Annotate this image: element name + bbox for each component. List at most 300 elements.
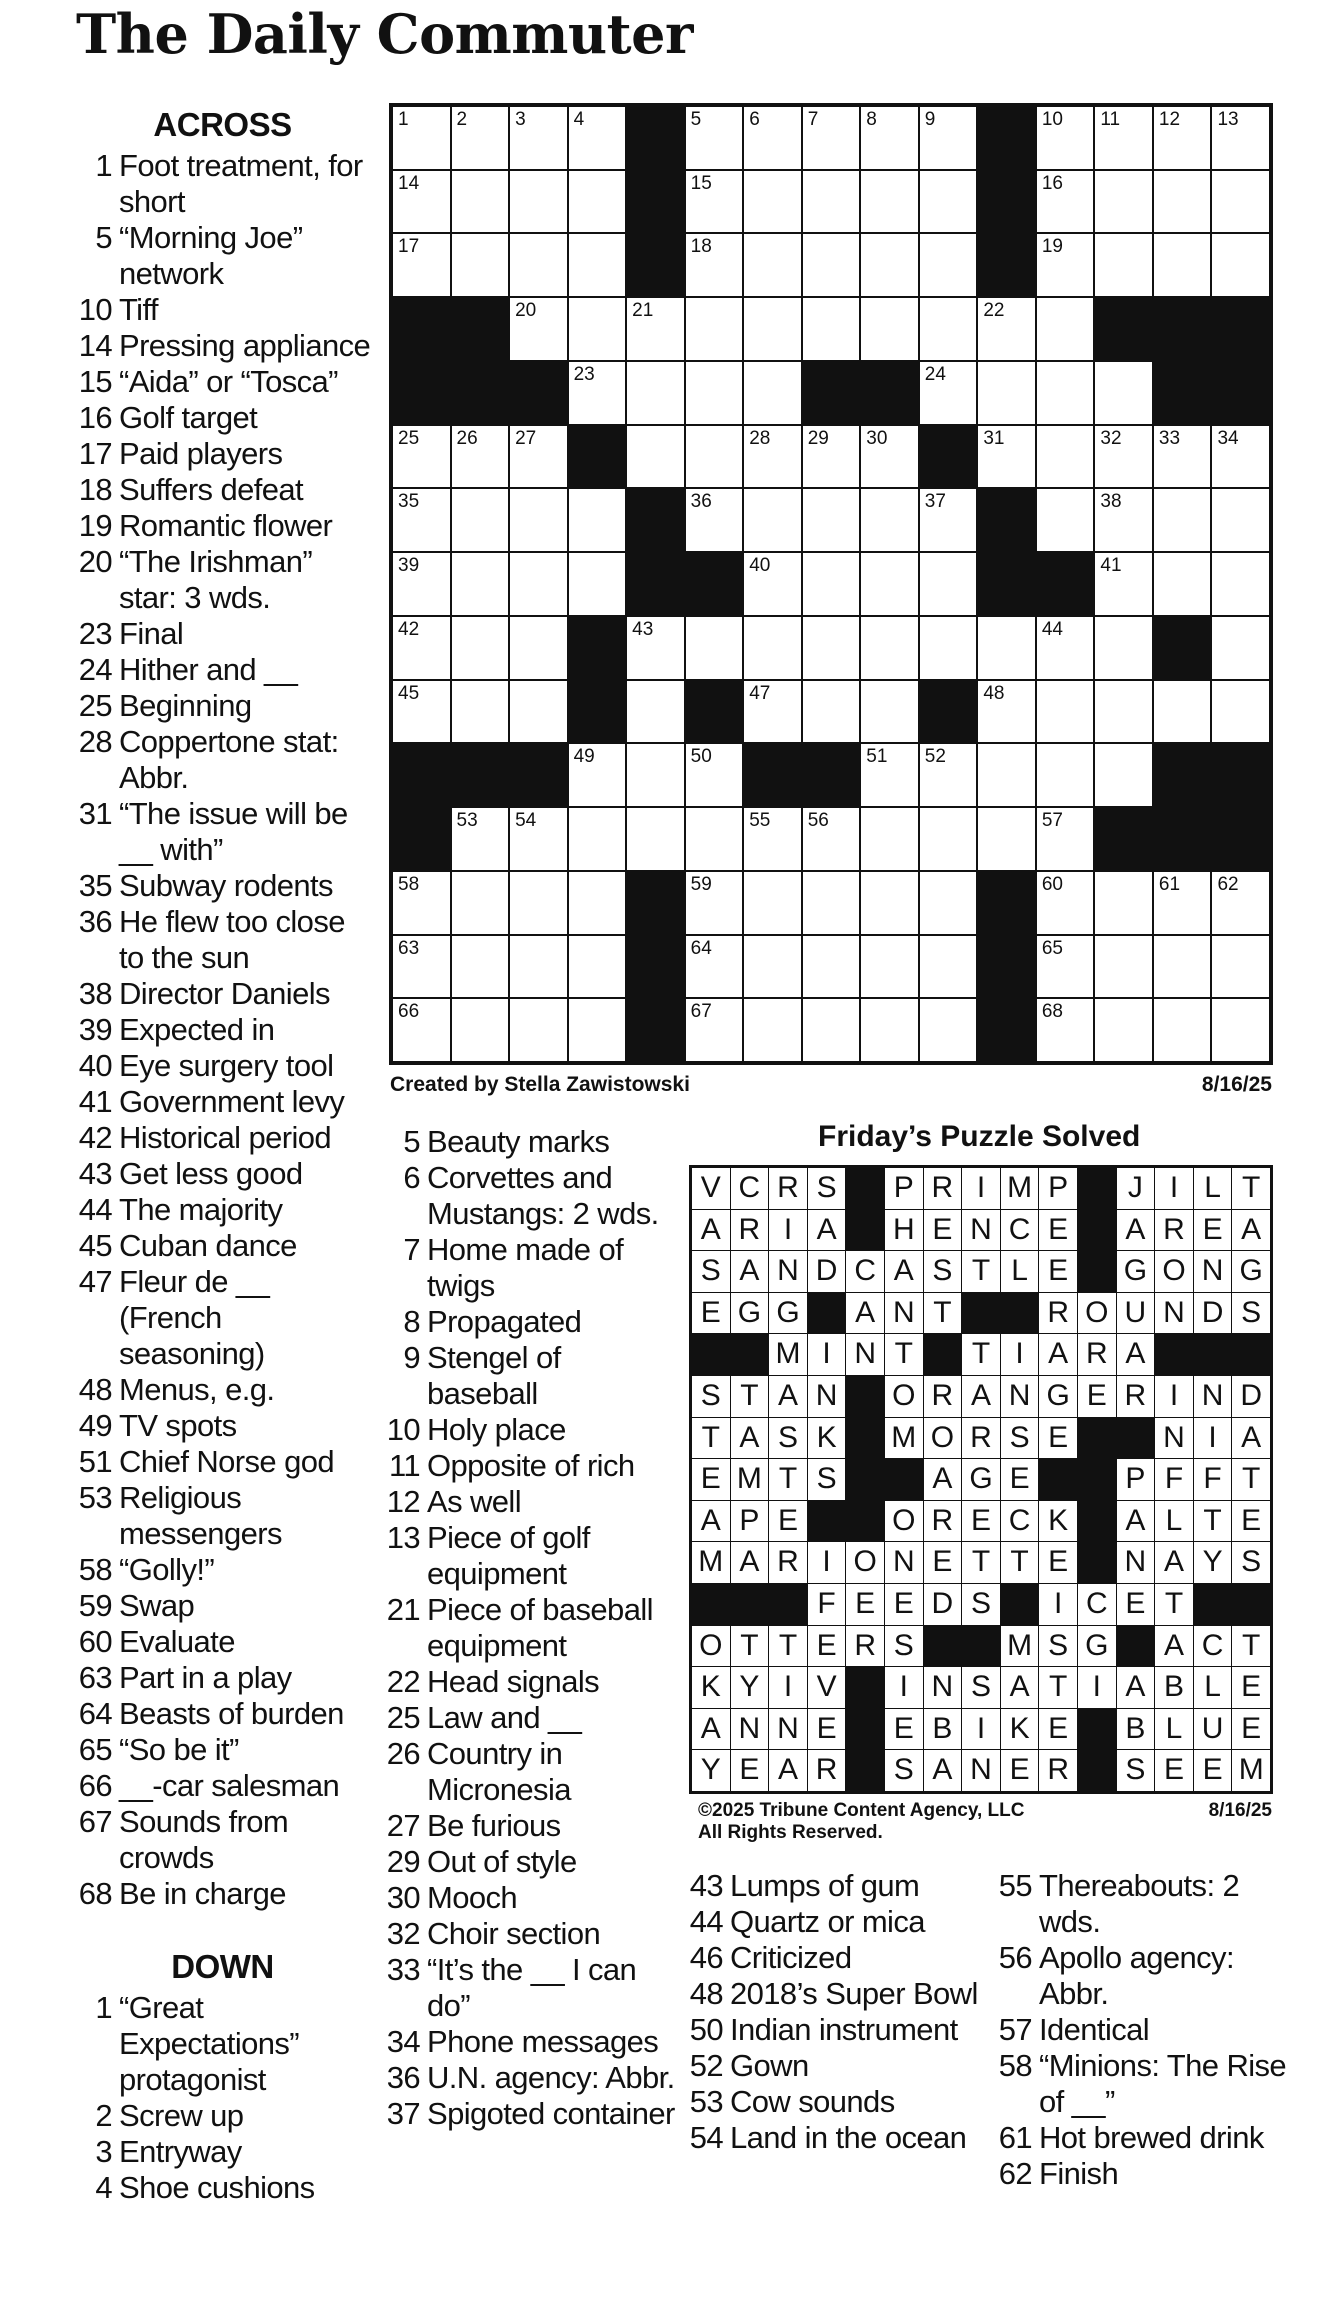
grid-cell[interactable] [510, 171, 567, 233]
solved-letter: L [1194, 1168, 1232, 1209]
grid-cell[interactable] [861, 681, 918, 743]
clue-item [378, 2096, 678, 2132]
clue-number: 34 [386, 2024, 420, 2059]
grid-cell[interactable] [1037, 234, 1094, 296]
grid-cell[interactable] [744, 936, 801, 998]
solved-letter: T [924, 1293, 962, 1334]
grid-cell[interactable] [744, 426, 801, 488]
grid-cell[interactable] [861, 298, 918, 360]
solved-letter: S [1039, 1626, 1077, 1667]
grid-cell[interactable] [393, 553, 450, 615]
grid-cell[interactable] [1037, 362, 1094, 424]
grid-black-square [978, 107, 1035, 169]
solved-black-square [846, 1667, 884, 1708]
clue-text: “Great Expectations” protagonist [119, 1990, 300, 2097]
grid-cell[interactable] [1154, 553, 1211, 615]
solved-letter: P [1039, 1168, 1077, 1209]
grid-cell[interactable] [861, 617, 918, 679]
solved-letter: A [1117, 1210, 1155, 1251]
grid-cell[interactable] [978, 298, 1035, 360]
clue-text: Menus, e.g. [119, 1372, 275, 1407]
grid-black-square [569, 617, 626, 679]
clue-text: Screw up [119, 2098, 244, 2133]
grid-cell[interactable] [686, 936, 743, 998]
grid-cell[interactable] [803, 107, 860, 169]
grid-cell[interactable] [1212, 553, 1269, 615]
grid-cell[interactable] [920, 999, 977, 1061]
grid-cell[interactable] [1095, 171, 1152, 233]
clue-number: 50 [689, 2012, 723, 2047]
clue-number: 48 [689, 1976, 723, 2011]
grid-cell[interactable] [393, 107, 450, 169]
grid-cell[interactable] [452, 426, 509, 488]
copyright-line: ©2025 Tribune Content Agency, LLC [698, 1800, 1025, 1821]
grid-black-square [627, 171, 684, 233]
clue-item [70, 1768, 375, 1804]
grid-black-square [452, 362, 509, 424]
cell-number: 35 [398, 491, 420, 513]
clue-number: 15 [78, 364, 112, 399]
solved-letter: R [1039, 1750, 1077, 1791]
solved-letter: C [1194, 1626, 1232, 1667]
grid-cell[interactable] [1095, 999, 1152, 1061]
solved-letter: E [1155, 1750, 1193, 1791]
grid-cell[interactable] [627, 426, 684, 488]
grid-cell[interactable] [920, 362, 977, 424]
grid-cell[interactable] [1212, 489, 1269, 551]
solved-letter: T [962, 1334, 1000, 1375]
solved-letter: M [1232, 1750, 1270, 1791]
grid-cell[interactable] [452, 107, 509, 169]
grid-cell[interactable] [1037, 617, 1094, 679]
grid-cell[interactable] [1095, 681, 1152, 743]
clue-item [681, 1868, 991, 1904]
solved-letter: M [1001, 1626, 1039, 1667]
grid-cell[interactable] [803, 808, 860, 870]
clue-text: Cuban dance [119, 1228, 297, 1263]
grid-cell[interactable] [569, 298, 626, 360]
grid-cell[interactable] [1154, 936, 1211, 998]
solved-letter: G [1232, 1251, 1270, 1292]
grid-cell[interactable] [510, 489, 567, 551]
grid-cell[interactable] [861, 999, 918, 1061]
cell-number: 28 [749, 427, 771, 449]
grid-cell[interactable] [803, 426, 860, 488]
grid-black-square [510, 362, 567, 424]
grid-cell[interactable] [1037, 426, 1094, 488]
solved-letter: A [1117, 1334, 1155, 1375]
grid-cell[interactable] [686, 744, 743, 806]
clue-item [681, 1940, 991, 1976]
grid-cell[interactable] [744, 553, 801, 615]
clue-item [378, 1412, 678, 1448]
grid-cell[interactable] [803, 999, 860, 1061]
grid-cell[interactable] [920, 617, 977, 679]
clue-text: Coppertone stat: Abbr. [119, 724, 339, 795]
grid-cell[interactable] [569, 234, 626, 296]
grid-cell[interactable] [686, 617, 743, 679]
solved-letter: A [924, 1750, 962, 1791]
grid-cell[interactable] [803, 617, 860, 679]
grid-cell[interactable] [861, 872, 918, 934]
grid-cell[interactable] [569, 872, 626, 934]
grid-cell[interactable] [393, 999, 450, 1061]
grid-cell[interactable] [452, 808, 509, 870]
grid-cell[interactable] [861, 234, 918, 296]
grid-cell[interactable] [744, 362, 801, 424]
solved-letter: F [808, 1584, 846, 1625]
grid-cell[interactable] [744, 298, 801, 360]
grid-cell[interactable] [1095, 426, 1152, 488]
grid-cell[interactable] [744, 681, 801, 743]
clue-item [70, 148, 375, 220]
grid-cell[interactable] [744, 489, 801, 551]
grid-cell[interactable] [510, 107, 567, 169]
grid-cell[interactable] [1212, 234, 1269, 296]
grid-cell[interactable] [452, 171, 509, 233]
clue-text: The majority [119, 1192, 283, 1227]
solved-letter: O [846, 1542, 884, 1583]
grid-cell[interactable] [510, 681, 567, 743]
grid-cell[interactable] [744, 999, 801, 1061]
grid-cell[interactable] [1037, 936, 1094, 998]
grid-cell[interactable] [627, 744, 684, 806]
grid-cell[interactable] [1037, 872, 1094, 934]
solved-black-square [1155, 1334, 1193, 1375]
grid-black-square [861, 362, 918, 424]
clue-item [681, 1904, 991, 1940]
grid-cell[interactable] [627, 681, 684, 743]
grid-cell[interactable] [1095, 744, 1152, 806]
grid-cell[interactable] [1037, 298, 1094, 360]
clue-text: 2018’s Super Bowl [730, 1976, 978, 2011]
solved-black-square [846, 1168, 884, 1209]
grid-cell[interactable] [1037, 808, 1094, 870]
grid-cell[interactable] [920, 553, 977, 615]
grid-cell[interactable] [1037, 681, 1094, 743]
grid-cell[interactable] [1037, 999, 1094, 1061]
grid-cell[interactable] [861, 489, 918, 551]
grid-cell[interactable] [861, 426, 918, 488]
clue-text: “The issue will be __ with” [119, 796, 348, 867]
clue-text: Identical [1039, 2012, 1150, 2047]
clue-number: 20 [78, 544, 112, 579]
down-clue-list-1 [70, 1990, 375, 2206]
clue-item [70, 436, 375, 472]
grid-cell[interactable] [510, 999, 567, 1061]
grid-cell[interactable] [978, 744, 1035, 806]
grid-cell[interactable] [803, 234, 860, 296]
grid-cell[interactable] [627, 362, 684, 424]
grid-cell[interactable] [393, 681, 450, 743]
grid-cell[interactable] [686, 362, 743, 424]
solved-letter: O [885, 1376, 923, 1417]
clue-text: Holy place [427, 1412, 566, 1447]
clue-item [70, 1804, 375, 1876]
grid-cell[interactable] [393, 489, 450, 551]
grid-cell[interactable] [627, 298, 684, 360]
grid-cell[interactable] [978, 681, 1035, 743]
grid-cell[interactable] [393, 426, 450, 488]
grid-cell[interactable] [510, 553, 567, 615]
cell-number: 11 [1100, 109, 1121, 130]
grid-cell[interactable] [569, 999, 626, 1061]
grid-black-square [1037, 553, 1094, 615]
solved-letter: T [1232, 1626, 1270, 1667]
clue-number: 65 [78, 1732, 112, 1767]
grid-cell[interactable] [1212, 999, 1269, 1061]
grid-cell[interactable] [803, 872, 860, 934]
grid-cell[interactable] [861, 553, 918, 615]
clue-item [70, 364, 375, 400]
grid-cell[interactable] [510, 872, 567, 934]
grid-cell[interactable] [510, 234, 567, 296]
cell-number: 32 [1100, 427, 1122, 449]
grid-cell[interactable] [1037, 744, 1094, 806]
grid-cell[interactable] [686, 426, 743, 488]
clue-text: Golf target [119, 400, 258, 435]
cell-number: 60 [1041, 873, 1063, 895]
solved-letter: I [1039, 1584, 1077, 1625]
clue-text: Law and __ [427, 1700, 582, 1735]
grid-cell[interactable] [920, 936, 977, 998]
grid-cell[interactable] [1212, 171, 1269, 233]
grid-cell[interactable] [627, 808, 684, 870]
grid-cell[interactable] [1212, 936, 1269, 998]
grid-cell[interactable] [920, 171, 977, 233]
clue-number: 16 [78, 400, 112, 435]
grid-cell[interactable] [1095, 489, 1152, 551]
grid-cell[interactable] [686, 872, 743, 934]
grid-cell[interactable] [393, 234, 450, 296]
clue-text: As well [427, 1484, 521, 1519]
clue-text: Cow sounds [730, 2084, 895, 2119]
solved-letter: P [1117, 1459, 1155, 1500]
grid-cell[interactable] [861, 744, 918, 806]
grid-cell[interactable] [744, 171, 801, 233]
grid-cell[interactable] [861, 808, 918, 870]
grid-cell[interactable] [1154, 171, 1211, 233]
grid-cell[interactable] [978, 362, 1035, 424]
clue-text: Out of style [427, 1844, 577, 1879]
solved-black-square [962, 1293, 1000, 1334]
clue-text: He flew too close to the sun [119, 904, 345, 975]
grid-cell[interactable] [1037, 107, 1094, 169]
grid-black-square [569, 681, 626, 743]
grid-cell[interactable] [744, 872, 801, 934]
solved-letter: R [1155, 1210, 1193, 1251]
grid-cell[interactable] [1154, 107, 1211, 169]
clue-item [70, 1120, 375, 1156]
grid-cell[interactable] [393, 171, 450, 233]
solved-black-square [1078, 1168, 1116, 1209]
grid-cell[interactable] [803, 936, 860, 998]
grid-cell[interactable] [510, 617, 567, 679]
grid-cell[interactable] [452, 617, 509, 679]
solved-letter: N [1194, 1376, 1232, 1417]
solved-letter: E [1117, 1584, 1155, 1625]
grid-cell[interactable] [569, 744, 626, 806]
grid-cell[interactable] [1212, 872, 1269, 934]
cell-number: 45 [398, 682, 420, 704]
grid-cell[interactable] [1037, 171, 1094, 233]
grid-cell[interactable] [686, 298, 743, 360]
grid-cell[interactable] [803, 171, 860, 233]
grid-cell[interactable] [510, 426, 567, 488]
solved-letter: T [1232, 1459, 1270, 1500]
grid-cell[interactable] [803, 489, 860, 551]
grid-cell[interactable] [1212, 426, 1269, 488]
grid-cell[interactable] [510, 936, 567, 998]
grid-cell[interactable] [978, 426, 1035, 488]
grid-cell[interactable] [452, 234, 509, 296]
grid-cell[interactable] [920, 107, 977, 169]
grid-cell[interactable] [686, 171, 743, 233]
grid-black-square [1154, 808, 1211, 870]
solved-letter: T [1155, 1584, 1193, 1625]
grid-cell[interactable] [452, 553, 509, 615]
grid-cell[interactable] [861, 171, 918, 233]
grid-cell[interactable] [510, 298, 567, 360]
grid-cell[interactable] [686, 234, 743, 296]
grid-cell[interactable] [1212, 681, 1269, 743]
solved-letter: B [1155, 1667, 1193, 1708]
solved-letter: A [1155, 1626, 1193, 1667]
grid-cell[interactable] [452, 936, 509, 998]
solved-letter: E [846, 1584, 884, 1625]
grid-black-square [627, 872, 684, 934]
grid-cell[interactable] [627, 617, 684, 679]
grid-cell[interactable] [569, 808, 626, 870]
clue-text: Chief Norse god [119, 1444, 335, 1479]
grid-cell[interactable] [1095, 936, 1152, 998]
solved-letter: T [1232, 1168, 1270, 1209]
solved-letter: S [1117, 1750, 1155, 1791]
grid-cell[interactable] [1095, 872, 1152, 934]
grid-cell[interactable] [920, 234, 977, 296]
grid-cell[interactable] [978, 617, 1035, 679]
grid-cell[interactable] [744, 617, 801, 679]
grid-cell[interactable] [920, 808, 977, 870]
grid-cell[interactable] [569, 171, 626, 233]
grid-cell[interactable] [861, 936, 918, 998]
grid-cell[interactable] [686, 808, 743, 870]
solved-letter: R [769, 1542, 807, 1583]
solved-black-square [1078, 1251, 1116, 1292]
grid-cell[interactable] [1154, 681, 1211, 743]
grid-cell[interactable] [1095, 234, 1152, 296]
cell-number: 20 [515, 300, 537, 322]
solved-black-square [1078, 1709, 1116, 1750]
clue-number: 36 [386, 2060, 420, 2095]
solved-letter: N [962, 1750, 1000, 1791]
grid-black-square [627, 107, 684, 169]
clue-number: 26 [386, 1736, 420, 1771]
grid-cell[interactable] [1154, 234, 1211, 296]
grid-cell[interactable] [569, 553, 626, 615]
clue-number: 53 [78, 1480, 112, 1515]
grid-cell[interactable] [1095, 553, 1152, 615]
grid-cell[interactable] [744, 808, 801, 870]
grid-cell[interactable] [803, 681, 860, 743]
clue-item [70, 1588, 375, 1624]
clue-text: Beasts of burden [119, 1696, 344, 1731]
grid-cell[interactable] [920, 872, 977, 934]
grid-cell[interactable] [1154, 872, 1211, 934]
grid-cell[interactable] [744, 234, 801, 296]
grid-cell[interactable] [1154, 999, 1211, 1061]
grid-cell[interactable] [452, 999, 509, 1061]
grid-cell[interactable] [1095, 617, 1152, 679]
clue-text: Spigoted container [427, 2096, 675, 2131]
grid-cell[interactable] [1037, 489, 1094, 551]
grid-cell[interactable] [920, 744, 977, 806]
grid-cell[interactable] [744, 107, 801, 169]
grid-cell[interactable] [452, 681, 509, 743]
solved-letter: S [692, 1251, 730, 1292]
grid-cell[interactable] [1095, 362, 1152, 424]
down-clues-column-4 [990, 1868, 1290, 2192]
grid-cell[interactable] [569, 107, 626, 169]
grid-cell[interactable] [569, 489, 626, 551]
cell-number: 30 [866, 427, 888, 449]
grid-cell[interactable] [569, 362, 626, 424]
solved-letter: A [846, 1293, 884, 1334]
grid-cell[interactable] [393, 936, 450, 998]
solved-letter: T [769, 1626, 807, 1667]
grid-black-square [686, 553, 743, 615]
grid-cell[interactable] [920, 298, 977, 360]
clue-text: Tiff [119, 292, 158, 327]
grid-cell[interactable] [920, 489, 977, 551]
grid-cell[interactable] [510, 808, 567, 870]
grid-cell[interactable] [978, 808, 1035, 870]
grid-cell[interactable] [686, 999, 743, 1061]
clue-item [378, 1736, 678, 1808]
grid-cell[interactable] [1095, 107, 1152, 169]
solved-letter: Y [1194, 1542, 1232, 1583]
grid-cell[interactable] [452, 872, 509, 934]
grid-cell[interactable] [686, 107, 743, 169]
grid-cell[interactable] [861, 107, 918, 169]
grid-cell[interactable] [1154, 426, 1211, 488]
cell-number: 1 [398, 109, 409, 130]
grid-cell[interactable] [393, 617, 450, 679]
grid-cell[interactable] [1212, 107, 1269, 169]
grid-cell[interactable] [1154, 489, 1211, 551]
clue-text: Eye surgery tool [119, 1048, 334, 1083]
solved-letter: M [692, 1542, 730, 1583]
clue-item [70, 1480, 375, 1552]
solved-letter: U [1194, 1709, 1232, 1750]
grid-cell[interactable] [569, 936, 626, 998]
clue-number: 3 [95, 2134, 112, 2169]
grid-cell[interactable] [1212, 617, 1269, 679]
grid-cell[interactable] [686, 489, 743, 551]
grid-cell[interactable] [452, 489, 509, 551]
solved-letter: S [1232, 1293, 1270, 1334]
solved-letter: A [731, 1418, 769, 1459]
grid-cell[interactable] [803, 298, 860, 360]
cell-number: 51 [866, 746, 888, 768]
grid-cell[interactable] [393, 872, 450, 934]
solved-black-square [1078, 1210, 1116, 1251]
clue-text: Suffers defeat [119, 472, 304, 507]
grid-cell[interactable] [803, 553, 860, 615]
solved-letter: N [885, 1293, 923, 1334]
solved-letter: G [1039, 1376, 1077, 1417]
solved-black-square [1232, 1334, 1270, 1375]
